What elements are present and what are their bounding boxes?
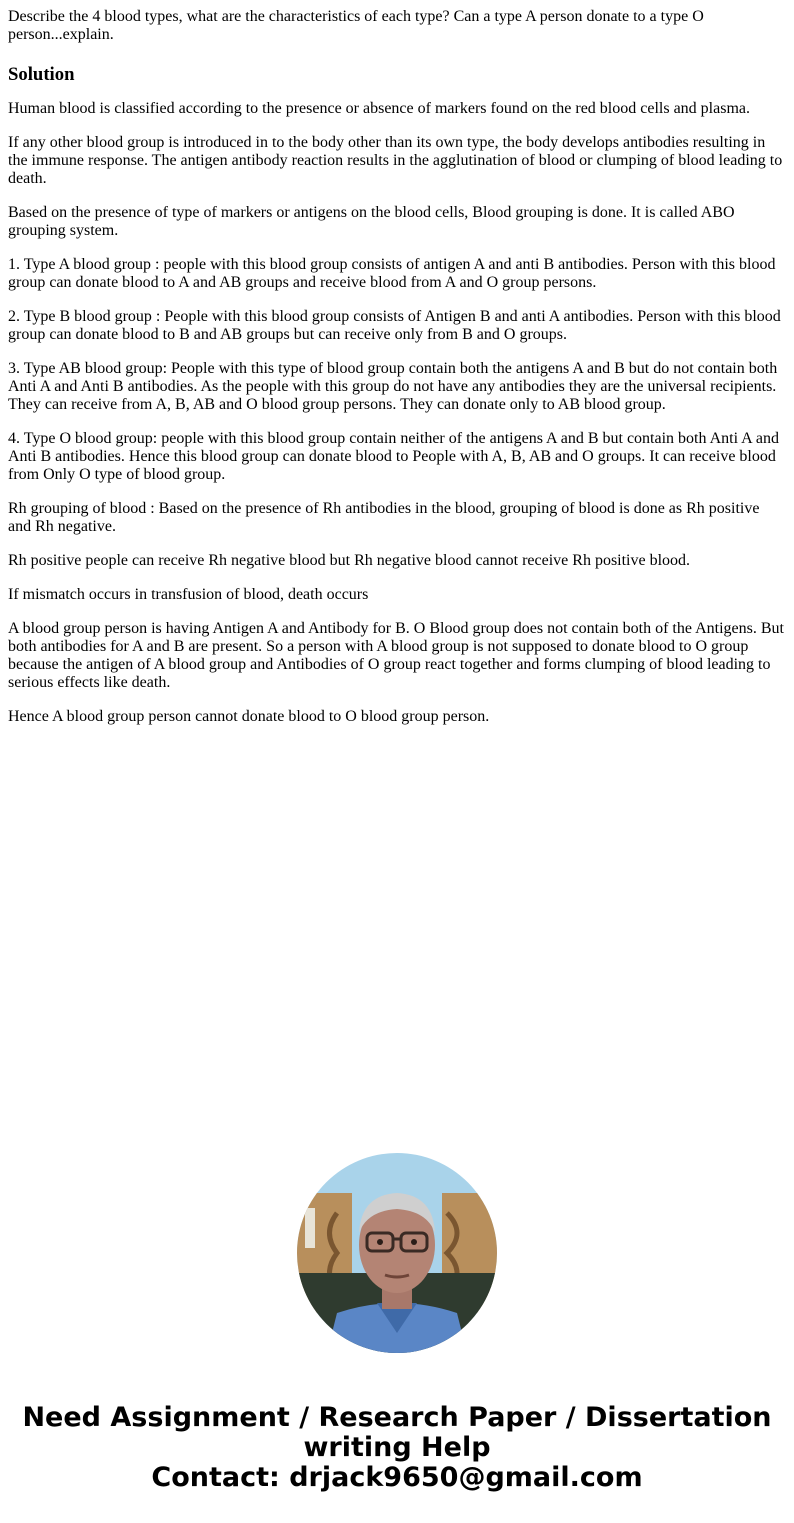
paragraph-type-o: 4. Type O blood group: people with this blood group contain neither of the antigens A and B but contain both Anti A and Anti B antibodies. Hence this blood group can donate blood to People with A, B, AB and O groups. It can receive blood from Only O type of blood group. — [8, 430, 779, 483]
question-text: Describe the 4 blood types, what are the characteristics of each type? Can a type A person donate to a type O person...explain. — [8, 8, 704, 43]
paragraph-rh-grouping: Rh grouping of blood : Based on the presence of Rh antibodies in the blood, grouping of blood is done as Rh positive and Rh negative. — [8, 500, 760, 535]
paragraph-type-b: 2. Type B blood group : People with this blood group consists of Antigen B and anti A antibodies. Person with this blood group can donate blood to B and AB groups but can receive only from B and O groups. — [8, 308, 781, 343]
promo-line-2: writing Help — [303, 1432, 491, 1463]
paragraph-immune-response: If any other blood group is introduced in to the body other than its own type, the body develops antibodies resulting in the immune response. The antigen antibody reaction results in the agglutination of blood or clumping of blood leading to death. — [8, 134, 783, 187]
promo-contact: Contact: drjack9650@gmail.com — [151, 1462, 643, 1493]
author-portrait-image — [297, 1153, 497, 1353]
document-body — [8, 8, 786, 742]
paragraph-a-to-o-explanation: A blood group person is having Antigen A and Antibody for B. O Blood group does not contain both of the Antigens. But both antibodies for A and B are present. So a person with A blood group is not supposed to donate blood to O group because the antigen of A blood group and Antibodies of O group react together and forms clumping of blood leading to serious effects like death. — [8, 620, 784, 691]
paragraph-type-a: 1. Type A blood group : people with this blood group consists of antigen A and anti B antibodies. Person with this blood group can donate blood to A and AB groups and receive blood from A and O group persons. — [8, 256, 776, 291]
paragraph-abo-system: Based on the presence of type of markers or antigens on the blood cells, Blood grouping is done. It is called ABO grouping system. — [8, 204, 735, 239]
paragraph-rh-compatibility: Rh positive people can receive Rh negative blood but Rh negative blood cannot receive Rh positive blood. — [8, 552, 691, 569]
paragraph-mismatch: If mismatch occurs in transfusion of blood, death occurs — [8, 586, 369, 603]
paragraph-type-ab: 3. Type AB blood group: People with this type of blood group contain both the antigens A and B but do not contain both Anti A and Anti B antibodies. As the people with this group do not have any antibodies they are the universal recipients. They can receive from A, B, AB and O blood group persons. They can donate only to AB blood group. — [8, 360, 778, 413]
paragraph-conclusion: Hence A blood group person cannot donate blood to O blood group person. — [8, 708, 490, 725]
promo-banner — [0, 1403, 794, 1493]
solution-heading: Solution — [8, 64, 75, 85]
promo-line-1: Need Assignment / Research Paper / Dissertation — [22, 1402, 772, 1433]
author-avatar — [297, 1153, 497, 1353]
paragraph-intro: Human blood is classified according to the presence or absence of markers found on the red blood cells and plasma. — [8, 100, 750, 117]
